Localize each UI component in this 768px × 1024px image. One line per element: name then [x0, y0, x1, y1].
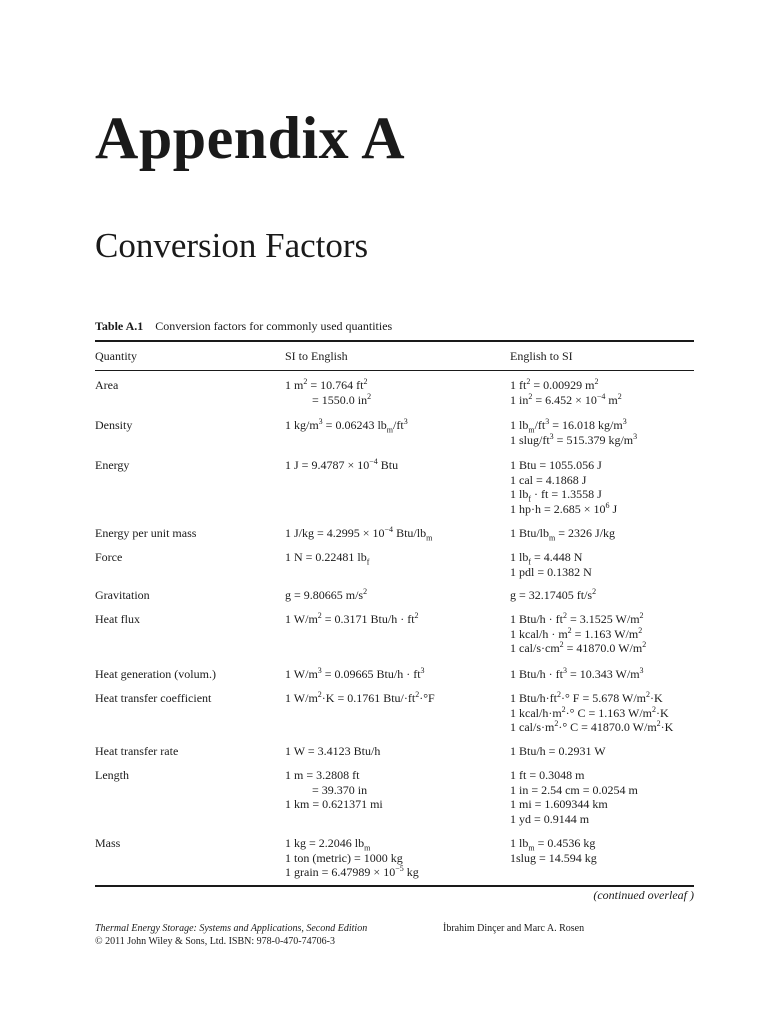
table-top-rule — [95, 340, 694, 342]
conversion-line: = 39.370 in — [312, 782, 368, 797]
si-to-english-cell — [285, 612, 419, 627]
si-to-english-cell — [285, 418, 408, 433]
english-to-si-cell — [510, 836, 597, 865]
conversion-line: 1 cal = 4.1868 J — [510, 472, 587, 487]
conversion-line: 1 cal/$s\cdot m^2\cdot^\circ$ C = 41870.0 $W/m^2\cdot K$ — [510, 719, 674, 734]
table-row — [95, 418, 694, 458]
si-to-english-cell — [285, 526, 432, 541]
table-body — [95, 378, 694, 880]
conversion-line: 1 $Btu/h \cdot ft^3 = 10.343$ $W/m^3$ — [510, 666, 644, 681]
table-row — [95, 526, 694, 550]
english-to-si-cell — [510, 526, 615, 541]
conversion-line: 1 kcal/h · $m^2 = 1.163$ $W/m^2$ — [510, 625, 643, 641]
english-to-si-cell — [510, 691, 673, 735]
table-row — [95, 836, 694, 880]
header-si-to-english: SI to English — [285, 349, 348, 363]
si-to-english-cell — [285, 588, 367, 603]
conversion-line: 1 $lb_m/ft^3 = 16.018$ $kg/m^3$ — [510, 417, 627, 435]
conversion-line: 1 $lb_f = 4.448$ N — [510, 550, 583, 567]
table-caption — [95, 320, 392, 332]
conversion-line: 1 slug/$ft^3 = 515.379$ $kg/m^3$ — [510, 431, 638, 447]
conversion-line: 1 cal/$s\cdot cm^2 = 41870.0$ $W/m^2$ — [510, 640, 647, 655]
conversion-line: 1 m = 3.2808 ft — [285, 768, 360, 782]
conversion-line: 1 $Btu/h \cdot ft^2 = 3.1525$ $W/m^2$ — [510, 611, 644, 626]
quantity-cell: Gravitation — [95, 588, 150, 602]
table-row — [95, 588, 694, 612]
footer-copyright: © 2011 John Wiley & Sons, Ltd. ISBN: 978-0-470-74706-3 — [95, 936, 335, 947]
conversion-line: 1 N = 0.22481 $lb_f$ — [285, 550, 370, 567]
footer-authors: İbrahim Dinçer and Marc A. Rosen — [443, 923, 585, 934]
page-title: Appendix A — [95, 105, 406, 171]
table-row — [95, 378, 694, 418]
conversion-line: = 1550.0 $in^2$ — [312, 391, 372, 407]
english-to-si-cell — [510, 588, 596, 603]
english-to-si-cell — [510, 418, 637, 447]
table-row — [95, 768, 694, 836]
quantity-cell: Length — [95, 768, 129, 782]
table-row — [95, 550, 694, 588]
table-row — [95, 744, 694, 768]
si-to-english-cell — [285, 378, 371, 407]
conversion-line: g = 9.80665 $m/s^2$ — [285, 587, 368, 602]
english-to-si-cell — [510, 378, 622, 407]
conversion-line: 1 $lb_m = 0.4536$ kg — [510, 836, 596, 853]
quantity-cell: Force — [95, 550, 123, 564]
english-to-si-cell — [510, 550, 592, 579]
conversion-line: 1 $ft^2 = 0.00929$ $m^2$ — [510, 377, 599, 392]
conversion-line: 1 ft = 0.3048 m — [510, 768, 585, 782]
english-to-si-cell — [510, 768, 638, 826]
table-row — [95, 691, 694, 744]
conversion-line: 1 $in^2 = 6.452 \times 10^{-4}$ $m^2$ — [510, 391, 622, 407]
si-to-english-cell — [285, 667, 425, 682]
table-caption-text: Conversion factors for commonly used quantities — [155, 319, 393, 333]
table-row — [95, 612, 694, 667]
si-to-english-cell — [285, 836, 419, 880]
conversion-line: 1 $lb_f$ · ft = 1.3558 J — [510, 487, 602, 504]
conversion-line: 1 $hp\cdot h = 2.685 \times 10^6$ J — [510, 500, 618, 516]
conversion-line: 1 $m^2 = 10.764$ $ft^2$ — [285, 377, 368, 392]
conversion-line: 1 kg = 2.2046 $lb_m$ — [285, 836, 371, 853]
table-row — [95, 667, 694, 691]
conversion-line: 1 mi = 1.609344 km — [510, 797, 608, 811]
si-to-english-cell — [285, 768, 383, 812]
conversion-line: 1 $W/m^3 = 0.09665$ $Btu/h \cdot ft^3$ — [285, 666, 425, 681]
quantity-cell: Energy per unit mass — [95, 526, 197, 540]
conversion-line: 1slug = 14.594 kg — [510, 850, 597, 865]
quantity-cell: Heat generation (volum.) — [95, 667, 216, 681]
conversion-line: 1 W = 3.4123 Btu/h — [285, 744, 381, 758]
conversion-line: 1 ton (metric) = 1000 kg — [285, 850, 403, 865]
footer-left — [95, 922, 367, 948]
conversion-line: 1 in = 2.54 cm = 0.0254 m — [510, 782, 638, 797]
quantity-cell: Heat flux — [95, 612, 140, 626]
conversion-line: 1 Btu/$h\cdot ft^2\cdot^\circ$ F = 5.678 $W/m^2\cdot K$ — [510, 690, 663, 705]
conversion-line: 1 $W/m^2 = 0.3171$ $Btu/h \cdot ft^2$ — [285, 611, 419, 626]
conversion-line: 1 $J/kg = 4.2995 \times 10^{-4}$ Btu/$lb_m$ — [285, 525, 433, 543]
conversion-line: 1 kcal/$h\cdot m^2\cdot^\circ$ C = 1.163 $W/m^2\cdot K$ — [510, 704, 669, 720]
si-to-english-cell — [285, 458, 398, 473]
table-row — [95, 458, 694, 526]
conversion-line: g = 32.17405 $ft/s^2$ — [510, 587, 597, 602]
conversion-line: 1 $kg/m^3 = 0.06243$ $lb_m/ft^3$ — [285, 417, 408, 435]
conversion-line: 1 Btu/h = 0.2931 W — [510, 744, 606, 758]
conversion-line: 1 yd = 0.9144 m — [510, 811, 590, 826]
conversion-line: 1 $W/m^2\cdot K = 0.1761$ Btu/$\cdot ft^2\cdot^\circ F$ — [285, 690, 435, 705]
conversion-line: 1 pdl = 0.1382 N — [510, 564, 592, 579]
continued-note: (continued overleaf ) — [593, 888, 694, 902]
table-number: Table A.1 — [95, 319, 144, 333]
quantity-cell: Heat transfer rate — [95, 744, 179, 758]
quantity-cell: Energy — [95, 458, 130, 472]
english-to-si-cell — [510, 667, 644, 682]
si-to-english-cell — [285, 691, 435, 706]
quantity-cell: Area — [95, 378, 119, 392]
quantity-cell: Heat transfer coefficient — [95, 691, 212, 705]
page-subtitle: Conversion Factors — [95, 226, 369, 265]
si-to-english-cell — [285, 550, 369, 565]
header-quantity: Quantity — [95, 349, 137, 363]
english-to-si-cell — [510, 744, 606, 759]
conversion-line: 1 km = 0.621371 mi — [285, 797, 383, 811]
conversion-line: 1 Btu = 1055.056 J — [510, 458, 602, 472]
quantity-cell: Mass — [95, 836, 121, 850]
conversion-line: 1 Btu/$lb_m = 2326$ J/kg — [510, 526, 616, 543]
header-english-to-si: English to SI — [510, 349, 573, 363]
si-to-english-cell — [285, 744, 380, 759]
conversion-line: 1 grain = $6.47989 \times 10^{-5}$ kg — [285, 864, 419, 879]
english-to-si-cell — [510, 612, 646, 656]
english-to-si-cell — [510, 458, 617, 516]
conversion-line: 1 $J = 9.4787 \times 10^{-4}$ Btu — [285, 457, 399, 472]
quantity-cell: Density — [95, 418, 133, 432]
footer-book-title: Thermal Energy Storage: Systems and Applications, Second Edition — [95, 923, 368, 934]
table-header-rule — [95, 370, 694, 371]
table-bottom-rule — [95, 885, 694, 887]
